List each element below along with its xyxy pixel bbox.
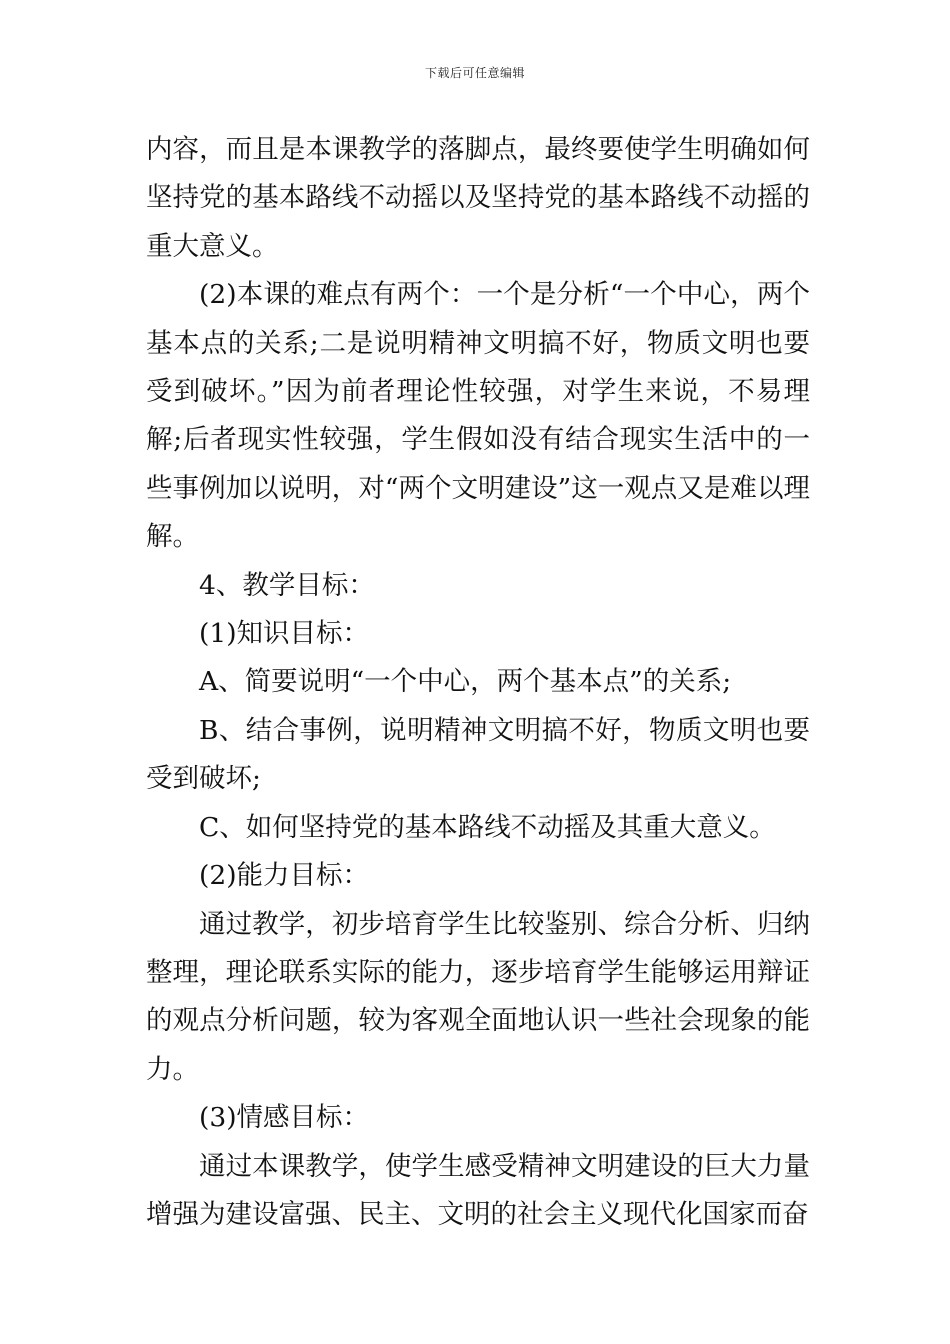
section-heading-objectives: 4、教学目标： (199, 569, 375, 601)
list-item-a: A、简要说明“一个中心，两个基本点”的关系; (199, 666, 732, 698)
paragraph-continuation: 内容，而且是本课教学的落脚点，最终要使学生明确如何坚持党的基本路线不动摇以及坚持党的基本路线不动摇的重大意义。 (146, 134, 810, 262)
subheading-emotion: (3)情感目标： (199, 1102, 370, 1134)
list-item-c: C、如何坚持党的基本路线不动摇及其重大意义。 (199, 811, 776, 843)
list-item-b: B、结合事例，说明精神文明搞不好，物质文明也要受到破坏; (146, 714, 810, 795)
subheading-ability: (2)能力目标： (199, 860, 370, 892)
page-header-note: 下载后可任意编辑 (424, 66, 525, 80)
paragraph-emotion: 通过本课教学，使学生感受精神文明建设的巨大力量增强为建设富强、民主、文明的社会主义现代化国家而奋 (146, 1150, 810, 1230)
document-body (146, 126, 810, 1239)
paragraph-difficulty: (2)本课的难点有两个：一个是分析“一个中心，两个基本点的关系;二是说明精神文明搞不好，物质文明也要受到破坏。”因为前者理论性较强，对学生来说，不易理解;后者现实性较强，学生假如没有结合现实生活中的一些事例加以说明，对“两个文明建设”这一观点又是难以理解。 (146, 279, 810, 553)
subheading-knowledge: (1)知识目标： (199, 618, 370, 650)
paragraph-ability: 通过教学，初步培育学生比较鉴别、综合分析、归纳整理，理论联系实际的能力，逐步培育学生能够运用辩证的观点分析问题，较为客观全面地认识一些社会现象的能力。 (146, 908, 810, 1085)
